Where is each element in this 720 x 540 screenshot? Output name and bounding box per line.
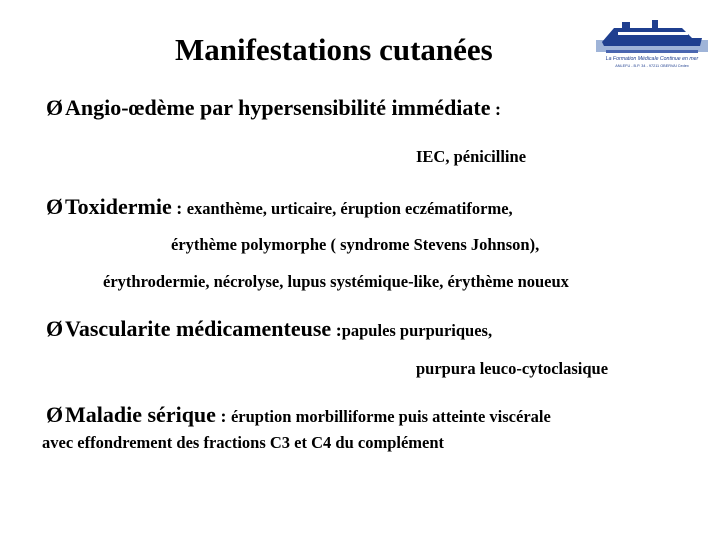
section-2-inline: exanthème, urticaire, éruption eczématiforme, (186, 199, 513, 218)
section-4-inline: éruption morbilliforme puis atteinte viscérale (230, 407, 551, 426)
logo-text-1: La Formation Médicale Continue en mer (605, 56, 699, 62)
arrow-bullet-icon: Ø (46, 316, 64, 341)
section-2-title: Toxidermie (65, 194, 172, 219)
ship-logo (592, 14, 712, 72)
section-3-heading (46, 316, 492, 342)
section-2-sep: : (171, 198, 187, 218)
section-1-title: Angio-œdème par hypersensibilité immédiate (65, 95, 491, 120)
section-1-sep: : (490, 99, 502, 119)
arrow-bullet-icon: Ø (46, 402, 64, 427)
section-1-heading (46, 95, 501, 121)
section-3-line-1: purpura leuco-cytoclasique (416, 359, 609, 378)
section-4-heading (46, 402, 551, 428)
slide-title: Manifestations cutanées (175, 32, 493, 67)
section-2-heading (46, 194, 513, 220)
section-4-line-1: avec effondrement des fractions C3 et C4 du complément (42, 433, 445, 452)
section-3-title: Vascularite médicamenteuse (65, 316, 332, 341)
arrow-bullet-icon: Ø (46, 194, 64, 219)
section-2-line-2: érythrodermie, nécrolyse, lupus systémique-like, érythème noueux (103, 272, 569, 291)
section-2-line-1: érythème polymorphe ( syndrome Stevens Johnson), (171, 235, 540, 254)
section-4-sep: : (215, 406, 231, 426)
section-3-inline: papules purpuriques, (341, 321, 493, 340)
section-4-title: Maladie sérique (65, 402, 216, 427)
arrow-bullet-icon: Ø (46, 95, 64, 120)
section-1-line-1: IEC, pénicilline (416, 147, 527, 166)
section-3-sep: : (331, 320, 342, 340)
logo-text-2: ANLEFU - B.P. 34 - 97211 OBERVAI Cedex (615, 64, 689, 68)
